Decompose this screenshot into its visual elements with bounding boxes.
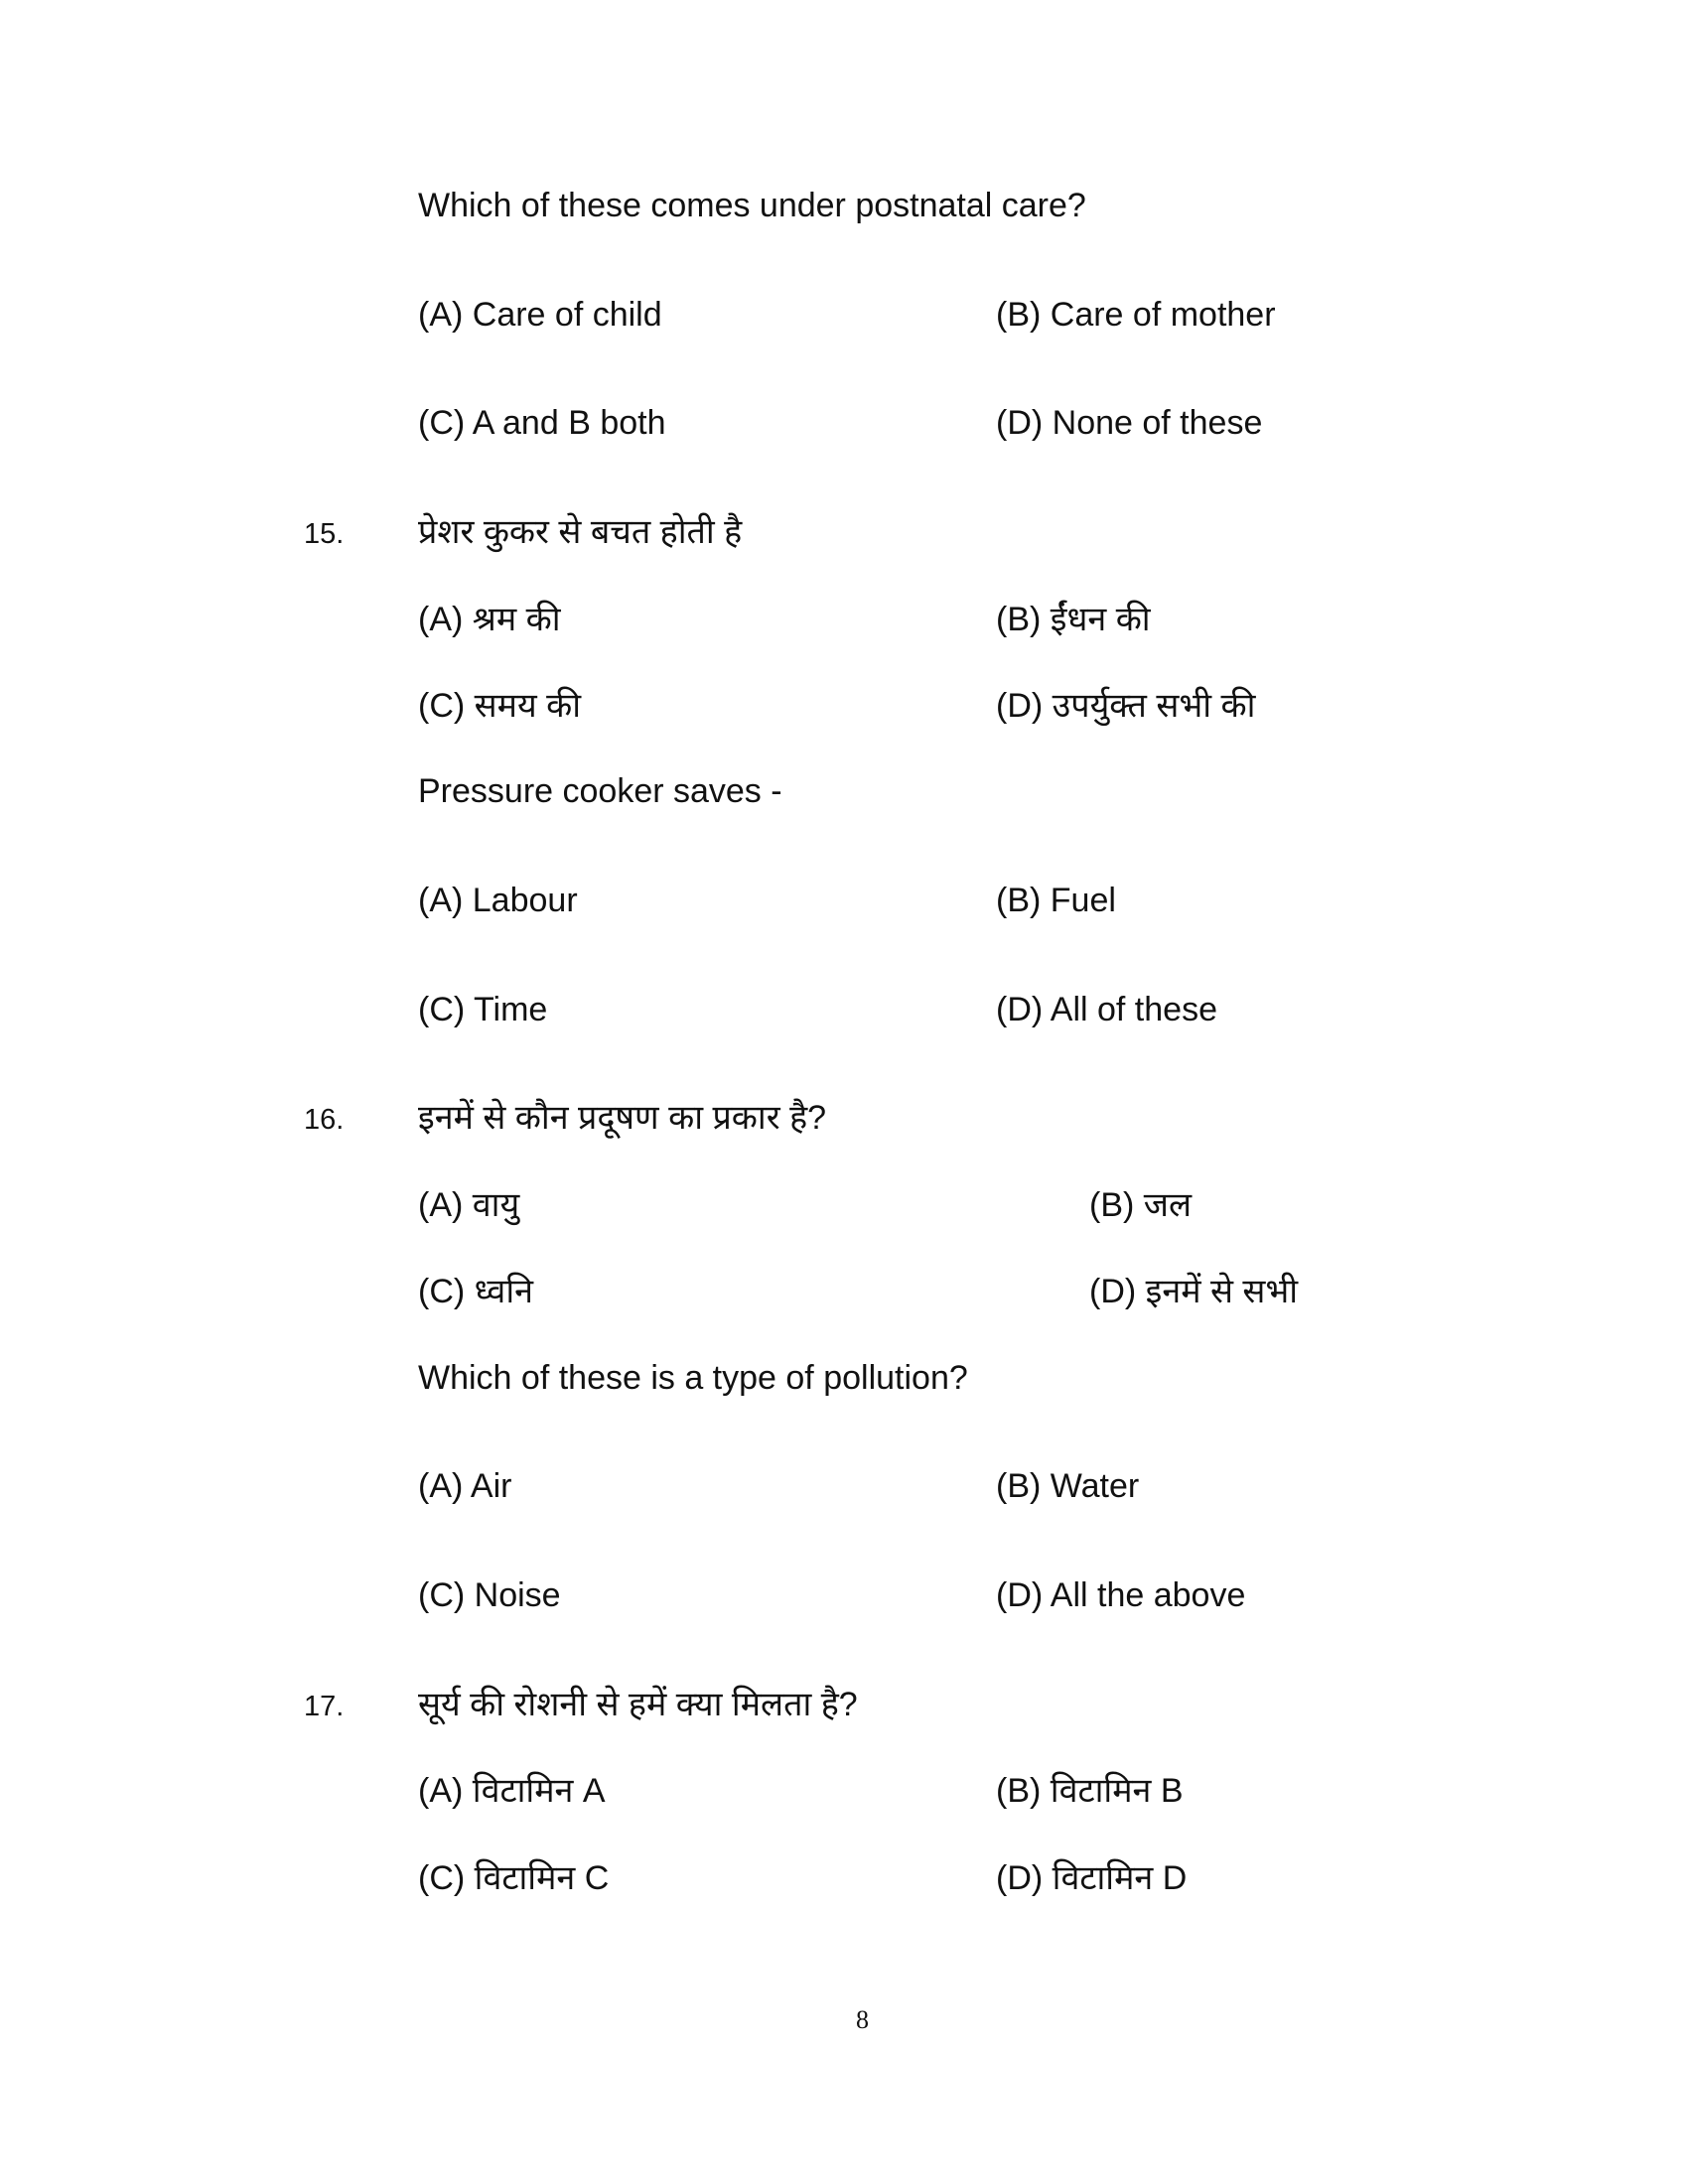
option-b: (B) Care of mother xyxy=(996,296,1276,334)
option-d-hi: (D) उपर्युक्त सभी की xyxy=(996,687,1256,725)
option-b-hi: (B) विटामिन B xyxy=(996,1772,1184,1810)
option-b-hi: (B) ईंधन की xyxy=(996,601,1151,638)
question-number: 17. xyxy=(304,1691,345,1722)
question-text-hi: सूर्य की रोशनी से हमें क्या मिलता है? xyxy=(418,1686,858,1723)
option-c-hi: (C) विटामिन C xyxy=(418,1859,610,1897)
question-text-en: Which of these comes under postnatal care? xyxy=(418,187,1086,224)
option-b: (B) Fuel xyxy=(996,882,1116,919)
option-a-hi: (A) वायु xyxy=(418,1186,520,1224)
question-text-hi: इनमें से कौन प्रदूषण का प्रकार है? xyxy=(418,1099,827,1137)
question-text-hi: प्रेशर कुकर से बचत होती है xyxy=(418,513,743,551)
option-d: (D) All of these xyxy=(996,991,1217,1028)
question-text-en: Which of these is a type of pollution? xyxy=(418,1359,968,1397)
option-a: (A) Care of child xyxy=(418,296,662,334)
option-c: (C) Time xyxy=(418,991,548,1028)
option-d: (D) None of these xyxy=(996,404,1263,442)
option-d: (D) All the above xyxy=(996,1576,1246,1614)
question-text-en: Pressure cooker saves - xyxy=(418,772,782,810)
option-c: (C) Noise xyxy=(418,1576,561,1614)
option-d-hi: (D) विटामिन D xyxy=(996,1859,1188,1897)
question-number: 15. xyxy=(304,518,345,550)
option-a: (A) Air xyxy=(418,1467,512,1505)
option-b-hi: (B) जल xyxy=(1089,1186,1193,1224)
option-c-hi: (C) ध्वनि xyxy=(418,1273,534,1310)
option-c: (C) A and B both xyxy=(418,404,666,442)
page-number: 8 xyxy=(856,2005,869,2034)
option-a-hi: (A) विटामिन A xyxy=(418,1772,606,1810)
question-number: 16. xyxy=(304,1104,345,1136)
option-a: (A) Labour xyxy=(418,882,578,919)
option-a-hi: (A) श्रम की xyxy=(418,601,561,638)
option-d-hi: (D) इनमें से सभी xyxy=(1089,1273,1299,1310)
option-b: (B) Water xyxy=(996,1467,1140,1505)
option-c-hi: (C) समय की xyxy=(418,687,582,725)
